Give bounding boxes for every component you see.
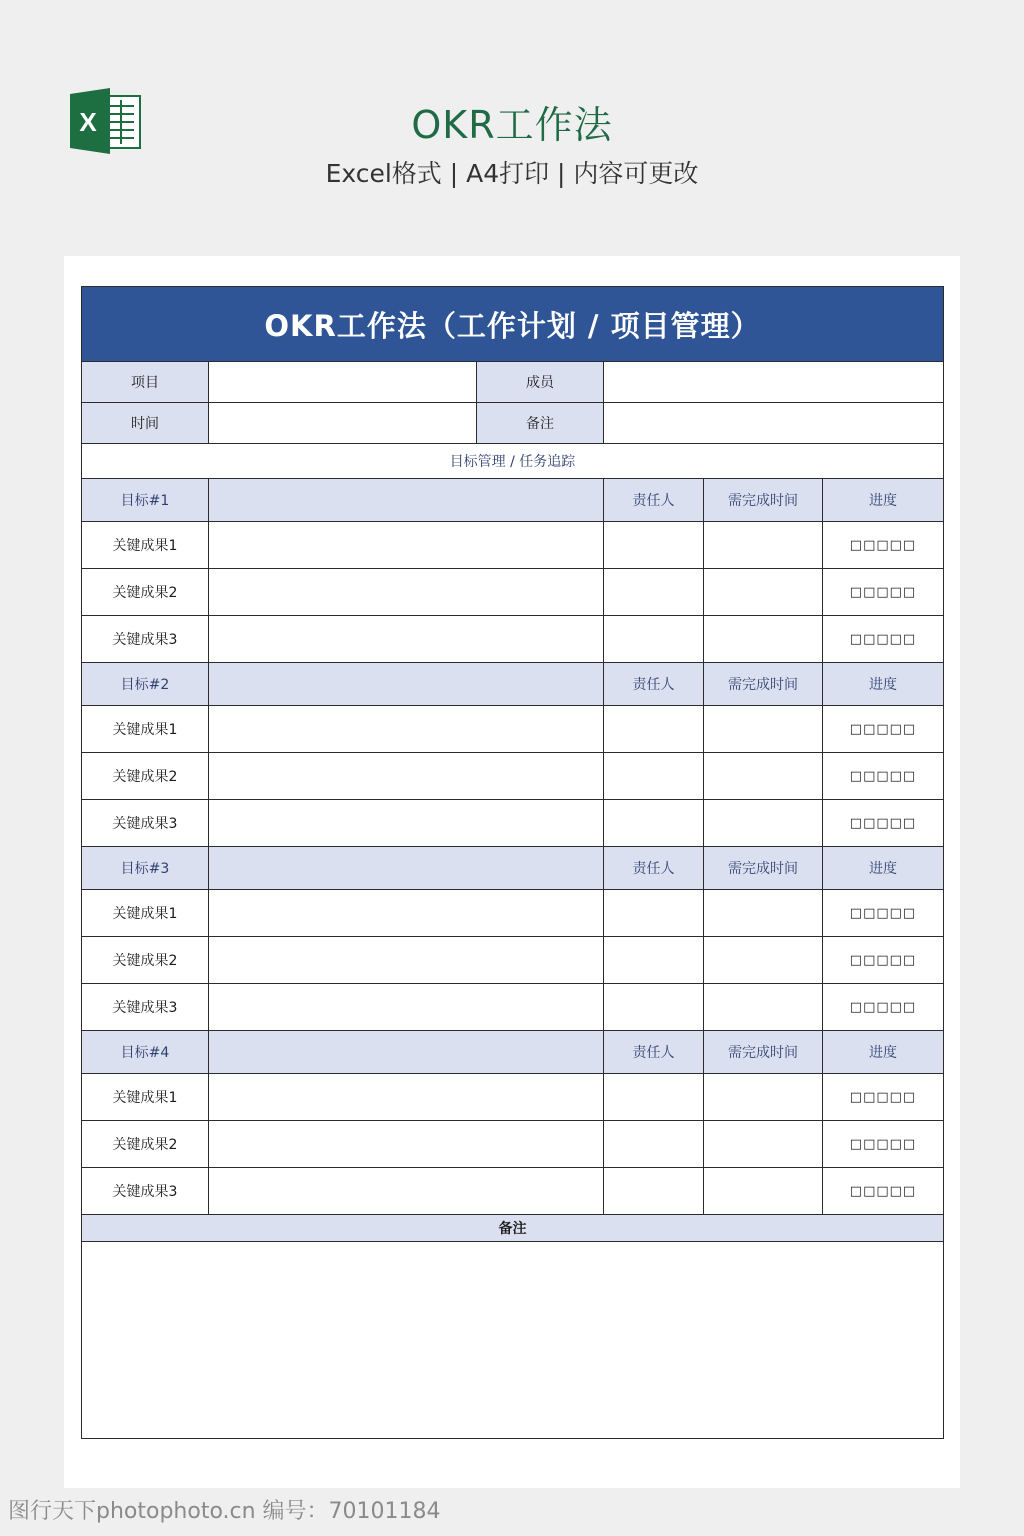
key-result-label: 关键成果3 [82,800,209,847]
progress-checkboxes[interactable]: □□□□□ [823,569,944,616]
goal-description-cell[interactable] [209,479,604,522]
goal-row [82,663,944,706]
time-value-cell[interactable] [209,403,477,444]
time-label: 时间 [82,403,209,444]
svg-text:X: X [79,107,97,137]
notes-header-row [82,1215,944,1242]
owner-cell[interactable] [604,569,704,616]
key-result-label: 关键成果3 [82,984,209,1031]
notes-label: 备注 [82,1215,944,1242]
owner-cell[interactable] [604,1121,704,1168]
goal-row [82,847,944,890]
key-result-description-cell[interactable] [209,937,604,984]
key-result-label: 关键成果2 [82,569,209,616]
key-result-row [82,1168,944,1215]
key-result-description-cell[interactable] [209,890,604,937]
key-result-description-cell[interactable] [209,1121,604,1168]
owner-cell[interactable] [604,890,704,937]
key-result-row [82,937,944,984]
deadline-cell[interactable] [704,984,823,1031]
progress-header: 进度 [823,1031,944,1074]
owner-cell[interactable] [604,1168,704,1215]
progress-checkboxes[interactable]: □□□□□ [823,1168,944,1215]
project-value-cell[interactable] [209,362,477,403]
progress-header: 进度 [823,479,944,522]
key-result-description-cell[interactable] [209,800,604,847]
owner-header: 责任人 [604,479,704,522]
key-result-label: 关键成果2 [82,937,209,984]
deadline-header: 需完成时间 [704,479,823,522]
owner-cell[interactable] [604,984,704,1031]
key-result-description-cell[interactable] [209,1168,604,1215]
progress-checkboxes[interactable]: □□□□□ [823,937,944,984]
key-result-row [82,984,944,1031]
goal-label: 目标#1 [82,479,209,522]
progress-header: 进度 [823,663,944,706]
key-result-label: 关键成果2 [82,1121,209,1168]
owner-cell[interactable] [604,753,704,800]
key-result-row [82,569,944,616]
key-result-row [82,800,944,847]
key-result-label: 关键成果1 [82,522,209,569]
deadline-cell[interactable] [704,616,823,663]
key-result-row [82,1074,944,1121]
owner-cell[interactable] [604,937,704,984]
progress-header: 进度 [823,847,944,890]
key-result-row [82,1121,944,1168]
progress-checkboxes[interactable]: □□□□□ [823,1121,944,1168]
goal-description-cell[interactable] [209,1031,604,1074]
notes-area[interactable] [82,1242,944,1439]
key-result-description-cell[interactable] [209,984,604,1031]
key-result-label: 关键成果3 [82,1168,209,1215]
owner-cell[interactable] [604,706,704,753]
sheet-title: OKR工作法（工作计划 / 项目管理） [82,287,944,362]
deadline-cell[interactable] [704,1121,823,1168]
goal-label: 目标#3 [82,847,209,890]
key-result-description-cell[interactable] [209,753,604,800]
progress-checkboxes[interactable]: □□□□□ [823,1074,944,1121]
key-result-description-cell[interactable] [209,569,604,616]
progress-checkboxes[interactable]: □□□□□ [823,522,944,569]
key-result-description-cell[interactable] [209,1074,604,1121]
remark-value-cell[interactable] [604,403,944,444]
okr-table [81,286,944,1439]
goal-description-cell[interactable] [209,663,604,706]
key-result-label: 关键成果1 [82,706,209,753]
owner-cell[interactable] [604,616,704,663]
owner-cell[interactable] [604,800,704,847]
progress-checkboxes[interactable]: □□□□□ [823,800,944,847]
progress-checkboxes[interactable]: □□□□□ [823,890,944,937]
goal-description-cell[interactable] [209,847,604,890]
watermark: 图行天下photophoto.cn 编号：70101184 [8,1499,441,1524]
key-result-row [82,522,944,569]
key-result-row [82,890,944,937]
deadline-cell[interactable] [704,1074,823,1121]
goal-label: 目标#4 [82,1031,209,1074]
key-result-label: 关键成果1 [82,890,209,937]
goal-label: 目标#2 [82,663,209,706]
page-title: OKR工作法 [411,103,613,147]
key-result-label: 关键成果2 [82,753,209,800]
member-label: 成员 [477,362,604,403]
key-result-description-cell[interactable] [209,522,604,569]
key-result-label: 关键成果1 [82,1074,209,1121]
key-result-label: 关键成果3 [82,616,209,663]
progress-checkboxes[interactable]: □□□□□ [823,616,944,663]
notes-body-row [82,1242,944,1439]
page-subtitle: Excel格式 | A4打印 | 内容可更改 [325,159,699,188]
member-value-cell[interactable] [604,362,944,403]
key-result-row [82,616,944,663]
deadline-header: 需完成时间 [704,1031,823,1074]
progress-checkboxes[interactable]: □□□□□ [823,753,944,800]
remark-label: 备注 [477,403,604,444]
goal-row [82,1031,944,1074]
project-label: 项目 [82,362,209,403]
deadline-cell[interactable] [704,706,823,753]
deadline-cell[interactable] [704,569,823,616]
key-result-description-cell[interactable] [209,616,604,663]
owner-cell[interactable] [604,1074,704,1121]
deadline-cell[interactable] [704,890,823,937]
owner-header: 责任人 [604,1031,704,1074]
deadline-cell[interactable] [704,522,823,569]
goal-row [82,479,944,522]
section-title: 目标管理 / 任务追踪 [82,444,944,479]
deadline-cell[interactable] [704,937,823,984]
progress-checkboxes[interactable]: □□□□□ [823,984,944,1031]
key-result-row [82,706,944,753]
deadline-header: 需完成时间 [704,663,823,706]
progress-checkboxes[interactable]: □□□□□ [823,706,944,753]
key-result-row [82,753,944,800]
key-result-description-cell[interactable] [209,706,604,753]
deadline-cell[interactable] [704,800,823,847]
deadline-header: 需完成时间 [704,847,823,890]
deadline-cell[interactable] [704,1168,823,1215]
owner-header: 责任人 [604,663,704,706]
owner-header: 责任人 [604,847,704,890]
owner-cell[interactable] [604,522,704,569]
deadline-cell[interactable] [704,753,823,800]
